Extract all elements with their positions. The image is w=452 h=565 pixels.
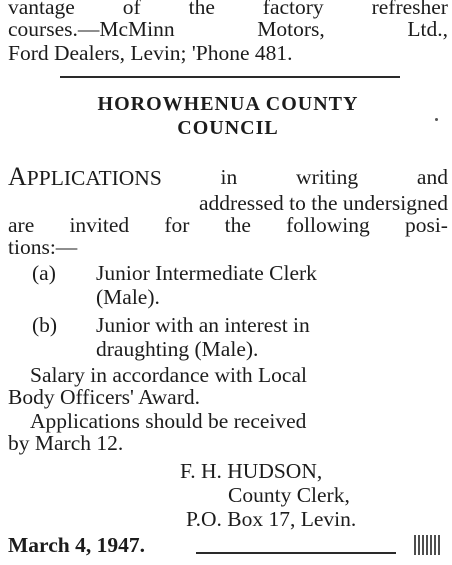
position-a-line-2: (Male). <box>96 285 160 309</box>
intro-line-1: APPLICATIONS in writing and <box>8 162 448 191</box>
position-b-line-1: Junior with an interest in <box>96 313 310 337</box>
printer-mark <box>414 535 440 555</box>
deadline-line-1: Applications should be received <box>30 409 307 433</box>
position-a-line-1: Junior Intermediate Clerk <box>96 261 317 285</box>
drop-cap: A <box>8 162 27 191</box>
position-b-marker: (b) <box>32 313 58 337</box>
intro-line-4: tions:— <box>8 235 78 259</box>
deadline-line-2: by March 12. <box>8 431 124 455</box>
salary-line-1: Salary in accordance with Local <box>30 363 307 387</box>
heading-line-1: HOROWHENUA COUNTY <box>97 93 359 115</box>
print-speck <box>435 118 438 121</box>
top-notice-line-1: vantage of the factory refresher <box>8 0 448 19</box>
signatory-address: P.O. Box 17, Levin. <box>186 507 357 531</box>
position-a-marker: (a) <box>32 261 56 285</box>
separator-rule <box>60 76 400 78</box>
position-b-line-2: draughting (Male). <box>96 337 259 361</box>
intro-line-2: addressed to the undersigned <box>199 191 448 215</box>
top-notice-line-3: Ford Dealers, Levin; 'Phone 481. <box>8 41 293 65</box>
heading-line-2: COUNCIL <box>177 117 279 139</box>
top-notice-line-2: courses.—McMinn Motors, Ltd., <box>8 17 448 41</box>
salary-line-2: Body Officers' Award. <box>8 385 200 409</box>
signatory-name: F. H. HUDSON, <box>180 459 323 483</box>
bottom-rule <box>196 552 396 554</box>
notice-date: March 4, 1947. <box>8 533 145 557</box>
signatory-title: County Clerk, <box>228 483 350 507</box>
intro-line-3: are invited for the following posi- <box>8 213 448 237</box>
